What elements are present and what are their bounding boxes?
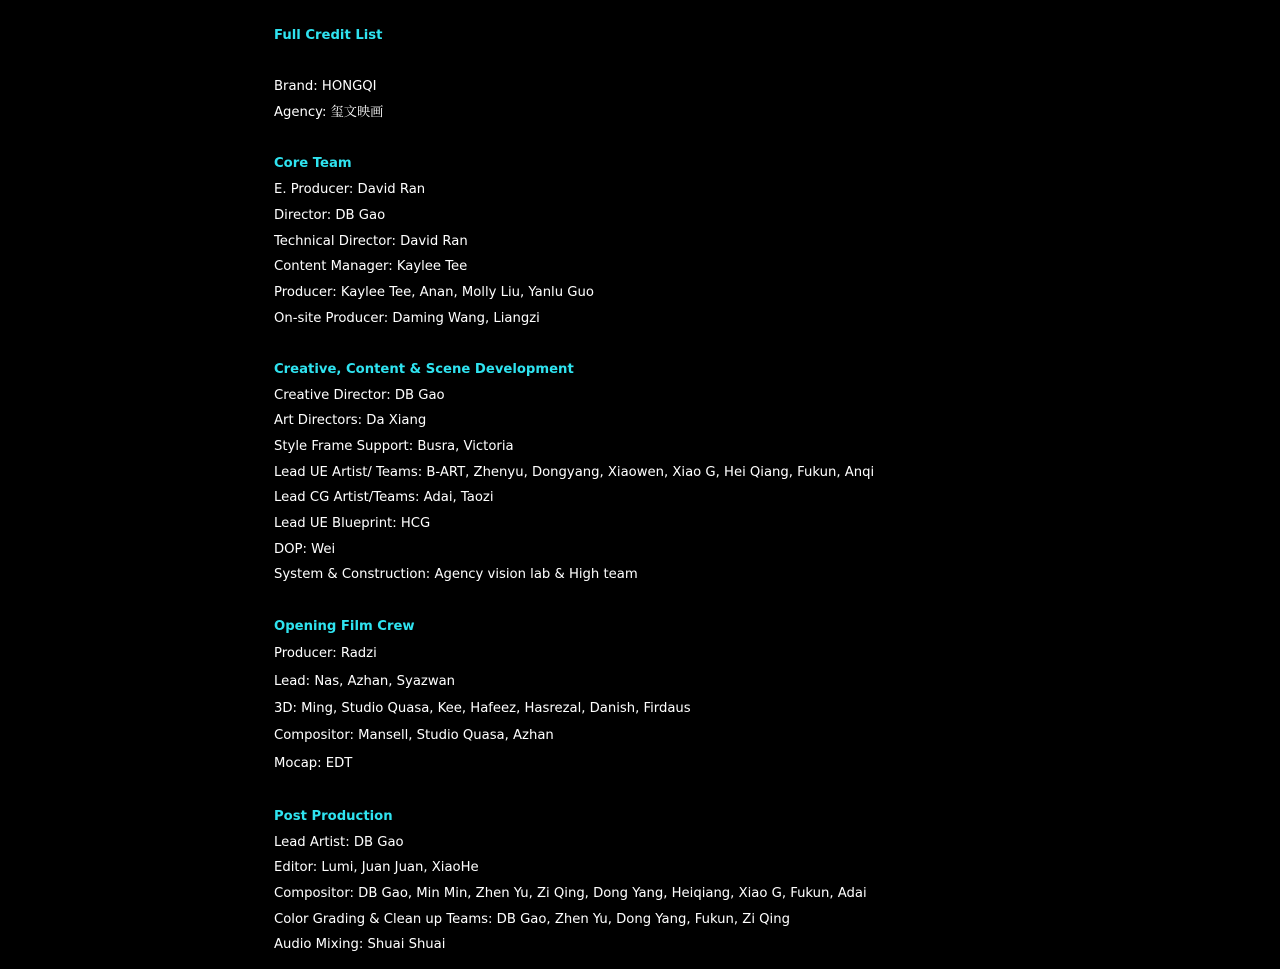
credit-line: Lead UE Artist/ Teams: B-ART, Zhenyu, Dongyang, Xiaowen, Xiao G, Hei Qiang, Fukun, Anqi	[274, 464, 875, 480]
credit-line: E. Producer: David Ran	[274, 182, 426, 198]
credit-line: Compositor: DB Gao, Min Min, Zhen Yu, Zi Qing, Dong Yang, Heiqiang, Xiao G, Fukun, Adai	[274, 885, 867, 901]
credit-line: Lead CG Artist/Teams: Adai, Taozi	[274, 490, 494, 506]
credit-line: Compositor: Mansell, Studio Quasa, Azhan	[274, 728, 554, 744]
credit-line: Lead Artist: DB Gao	[274, 834, 404, 850]
credit-line: System & Construction: Agency vision lab & High team	[274, 567, 638, 583]
section-creative	[274, 361, 974, 592]
credit-line: Style Frame Support: Busra, Victoria	[274, 439, 514, 454]
credit-line: Art Directors: Da Xiang	[274, 413, 427, 429]
spacer	[274, 130, 974, 156]
credit-list	[274, 27, 974, 962]
section-post-production	[274, 808, 974, 962]
section-heading: Opening Film Crew	[274, 618, 415, 634]
credit-line: Lead UE Blueprint: HCG	[274, 516, 431, 532]
credit-line: Director: DB Gao	[274, 207, 386, 223]
section-heading: Creative, Content & Scene Development	[274, 361, 574, 377]
credit-line: Content Manager: Kaylee Tee	[274, 259, 468, 275]
credit-line: Mocap: EDT	[274, 755, 353, 771]
credit-line: Producer: Kaylee Tee, Anan, Molly Liu, Yanlu Guo	[274, 284, 594, 300]
page-title: Full Credit List	[274, 28, 383, 43]
credit-line: Producer: Radzi	[274, 646, 377, 662]
credit-line: Color Grading & Clean up Teams: DB Gao, Zhen Yu, Dong Yang, Fukun, Zi Qing	[274, 911, 790, 927]
credit-line: Audio Mixing: Shuai Shuai	[274, 937, 446, 953]
credit-line: Technical Director: David Ran	[274, 233, 468, 249]
credit-line: Editor: Lumi, Juan Juan, XiaoHe	[274, 860, 479, 876]
credit-line: 3D: Ming, Studio Quasa, Kee, Hafeez, Hasrezal, Danish, Firdaus	[274, 700, 691, 716]
spacer	[274, 335, 974, 361]
credit-line: On-site Producer: Daming Wang, Liangzi	[274, 310, 540, 326]
section-core-team	[274, 155, 974, 335]
agency-line: Agency: 玺文映画	[274, 105, 384, 121]
spacer	[274, 592, 974, 618]
section-heading: Post Production	[274, 808, 393, 824]
section-heading: Core Team	[274, 156, 352, 172]
credit-line: DOP: Wei	[274, 541, 336, 557]
brand-line: Brand: HONGQI	[274, 79, 377, 95]
credit-line: Creative Director: DB Gao	[274, 387, 445, 403]
section-opening-film-crew	[274, 618, 974, 782]
credit-line: Lead: Nas, Azhan, Syazwan	[274, 673, 456, 689]
spacer	[274, 53, 974, 79]
spacer	[274, 782, 974, 808]
